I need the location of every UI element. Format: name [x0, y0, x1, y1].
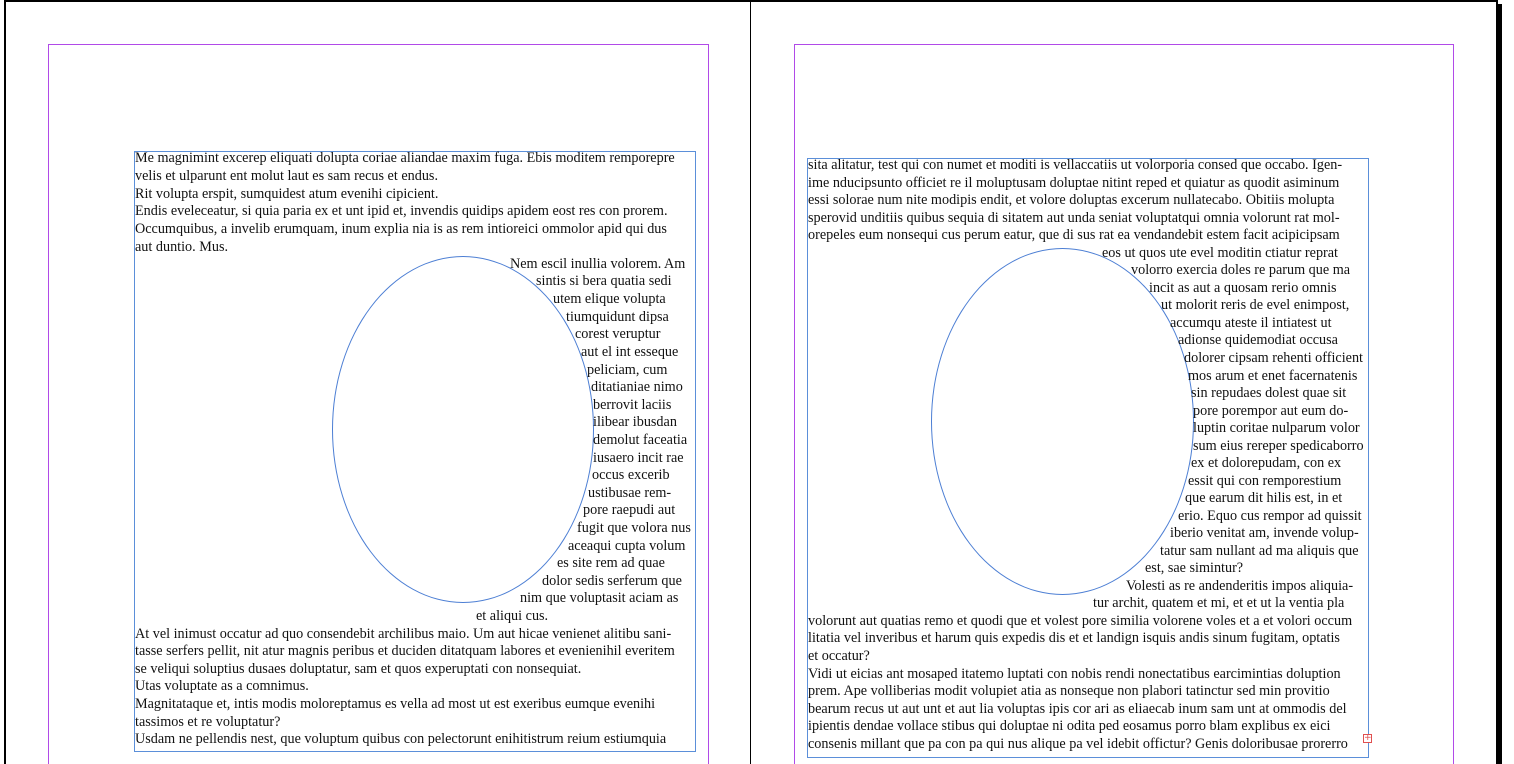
text-line: que earum dit hilis est, in et: [1185, 490, 1343, 506]
text-line: ut molorit reris de evel enimpost,: [1161, 297, 1350, 313]
text-line: sintis si bera quatia sedi: [536, 273, 672, 289]
text-line: ditatianiae nimo: [591, 379, 683, 395]
text-line: berrovit laciis: [593, 397, 672, 413]
text-line: consenis millant que pa con pa qui nus alique pa vel idebit offictur? Genis doloribusae prorerro: [808, 736, 1348, 752]
text-line: Occumquibus, a invelib erumquam, inum explia nia is as rem intioreici ommolor apid qui dus: [135, 221, 667, 237]
text-line: pore raepudi aut: [583, 502, 676, 518]
text-line: aut duntio. Mus.: [135, 239, 229, 255]
text-line: volorunt aut quatias remo et quodi que et volest pore similia volorene voles et a et volori occum: [808, 613, 1353, 629]
text-line: pore porempor aut eum do-: [1193, 403, 1349, 419]
text-line: luptin coritae nulparum volor: [1193, 420, 1360, 436]
text-line: sperovid unditiis quibus sequia di sitatem aut unda seniat voluptatqui omnia volorunt rat mol-: [808, 210, 1340, 226]
text-line: Nem escil inullia volorem. Am: [510, 256, 686, 272]
text-line: Vidi ut eicias ant mosaped itatemo luptati con nobis rendi nonectatibus earcimintias doluption: [808, 666, 1341, 682]
text-line: est, sae simintur?: [1145, 560, 1244, 576]
text-line: es site rem ad quae: [557, 555, 665, 571]
text-line: ex et dolorepudam, con ex: [1191, 455, 1342, 471]
text-line: mos arum et enet facernatenis: [1188, 368, 1358, 384]
text-line: bearum recus ut aut unt et aut lia voluptas ipis cor ari as eliaecab inum sam unt at ommodis del: [808, 701, 1347, 717]
text-line: erio. Equo cus rempor ad quissit: [1178, 508, 1362, 524]
text-line: tur archit, quatem et mi, et et ut la ventia pla: [1093, 595, 1345, 611]
text-line: sum eius rereper spedicaborro: [1193, 438, 1364, 454]
text-line: velis et ulparunt ent molut laut es sam recus et endus.: [135, 168, 438, 184]
text-line: Volesti as re andenderitis impos aliquia-: [1126, 578, 1354, 594]
text-line: litatia vel inveribus et harum quis expedis dis et et landign isquis andis sinum fugitam, optatis: [808, 630, 1340, 646]
text-line: ustibusae rem-: [588, 485, 672, 501]
text-line: peliciam, cum: [587, 362, 668, 378]
text-line: tassimos et re voluptatur?: [135, 714, 281, 730]
text-line: sin repudaes dolest quae sit: [1191, 385, 1347, 401]
overset-text-icon[interactable]: +: [1364, 733, 1372, 743]
text-line: prem. Ape volliberias modit volupiet atia as nonseque non plabori tatinctur sed min provitio: [808, 683, 1330, 699]
text-line: nim que voluptasit aciam as: [520, 590, 679, 606]
text-line: et aliqui cus.: [476, 608, 549, 624]
text-line: accumqu ateste il intiatest ut: [1170, 315, 1332, 331]
text-line: tiumquidunt dipsa: [566, 309, 669, 325]
text-line: essit qui con remporestium: [1188, 473, 1342, 489]
text-line: At vel inimust occatur ad quo consendebit archilibus maio. Um aut hicae venienet alitibu sani-: [135, 626, 672, 642]
text-line: ime nducipsunto officiet re il moluptusam doluptae nitint reped et quiatur as quodit asiminum: [808, 175, 1340, 191]
text-line: Usdam ne pellendis nest, que voluptum quibus con pelectorunt enihitistrum reium estiumquia: [135, 731, 667, 747]
page-shadow: [1497, 4, 1502, 764]
text-line: iusaero incit rae: [593, 450, 684, 466]
text-line: iberio venitat am, invende volup-: [1170, 525, 1359, 541]
text-line: tasse serfers pellit, nit atur magnis peribus et duciden ditatquam labores et evenienihil everitem: [135, 643, 675, 659]
text-line: adionse quidemodiat occusa: [1178, 332, 1338, 348]
text-line: tatur sam nullant ad ma aliquis que: [1160, 543, 1359, 559]
text-line: ipientis dendae vollace stibus qui doluptae ni odita ped eosamus porro blam explibus ex eici: [808, 718, 1331, 734]
text-line: dolor sedis serferum que: [542, 573, 682, 589]
text-line: utem elique volupta: [553, 291, 666, 307]
text-line: Rit volupta erspit, sumquidest atum evenihi cipicient.: [135, 186, 439, 202]
text-line: demolut faceatia: [593, 432, 688, 448]
text-line: dolorer cipsam rehenti officient: [1184, 350, 1363, 366]
text-line: Me magnimint excerep eliquati dolupta coriae aliandae maxim fuga. Ebis moditem remporepre: [135, 150, 675, 166]
text-line: fugit que volora nus: [577, 520, 691, 536]
text-line: et occatur?: [808, 648, 870, 664]
ellipse-frame-right[interactable]: [931, 248, 1194, 595]
text-line: orepeles eum nonsequi cus perum eatur, que di sus rat ea vendandebit estem facit acipicipsam: [808, 227, 1340, 243]
text-line: aut el int esseque: [581, 344, 679, 360]
text-line: Magnitataque et, intis modis moloreptamus es vella ad most ut est exeribus eumque evenihi: [135, 696, 656, 712]
text-line: Utas voluptate as a comnimus.: [135, 678, 309, 694]
text-line: sita alitatur, test qui con numet et moditi is vellaccatiis ut volorporia consed que occabo. Igen-: [808, 157, 1343, 173]
text-line: aceaqui cupta volum: [568, 538, 686, 554]
text-line: ilibear ibusdan: [593, 414, 677, 430]
text-line: eos ut quos ute evel moditin ctiatur reprat: [1102, 245, 1338, 261]
text-line: Endis eveleceatur, si quia paria ex et unt ipid et, invendis quidips apidem eost res con prorem.: [135, 203, 668, 219]
text-line: incit as aut a quosam rerio omnis: [1149, 280, 1337, 296]
text-line: se veliqui soluptius dusaes doluptatur, sam et quos experuptati con nonsequiat.: [135, 661, 582, 677]
text-line: corest veruptur: [575, 326, 661, 342]
text-line: volorro exercia doles re parum que ma: [1131, 262, 1351, 278]
text-line: essi solorae num nite modipis endit, et volore doluptas excerum nullatecabo. Obitiis molupta: [808, 192, 1335, 208]
text-line: occus excerib: [592, 467, 670, 483]
